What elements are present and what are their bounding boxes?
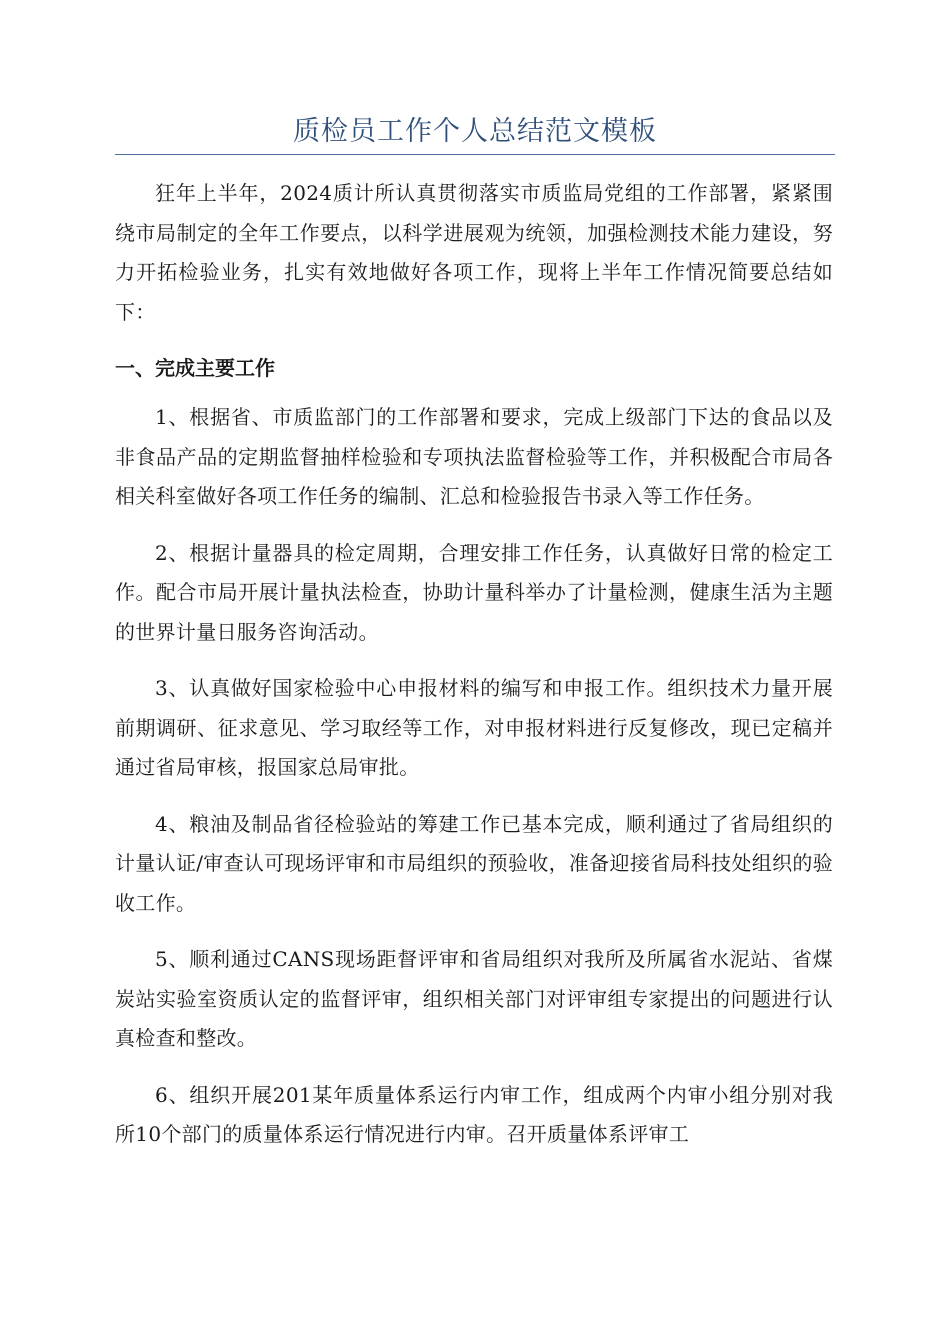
document-body	[115, 174, 833, 1172]
section-heading: 一、完成主要工作	[115, 356, 275, 380]
title-underline	[115, 154, 835, 155]
list-item: 2、根据计量器具的检定周期，合理安排工作任务，认真做好日常的检定工作。配合市局开展计量执法检查，协助计量科举办了计量检测，健康生活为主题的世界计量日服务咨询活动。	[115, 540, 833, 644]
list-item: 4、粮油及制品省径检验站的筹建工作已基本完成，顺利通过了省局组织的计量认证/审查认可现场评审和市局组织的预验收，准备迎接省局科技处组织的验收工作。	[115, 811, 833, 915]
list-item: 1、根据省、市质监部门的工作部署和要求，完成上级部门下达的食品以及非食品产品的定期监督抽样检验和专项执法监督检验等工作，并积极配合市局各相关科室做好各项工作任务的编制、汇总和检验报告书录入等工作任务。	[115, 405, 833, 508]
intro-paragraph: 狂年上半年，2024质计所认真贯彻落实市质监局党组的工作部署，紧紧围绕市局制定的全年工作要点，以科学进展观为统领，加强检测技术能力建设，努力开拓检验业务，扎实有效地做好各项工作，现将上半年工作情况简要总结如下：	[115, 181, 833, 324]
document-title: 质检员工作个人总结范文模板	[293, 116, 657, 147]
list-item: 3、认真做好国家检验中心申报材料的编写和申报工作。组织技术力量开展前期调研、征求意见、学习取经等工作，对申报材料进行反复修改，现已定稿并通过省局审核，报国家总局审批。	[115, 676, 833, 779]
list-item: 5、顺利通过CANS现场距督评审和省局组织对我所及所属省水泥站、省煤炭站实验室资质认定的监督评审，组织相关部门对评审组专家提出的问题进行认真检查和整改。	[115, 947, 833, 1050]
list-item: 6、组织开展201某年质量体系运行内审工作，组成两个内审小组分别对我所10个部门的质量体系运行情况进行内审。召开质量体系评审工	[115, 1082, 833, 1146]
